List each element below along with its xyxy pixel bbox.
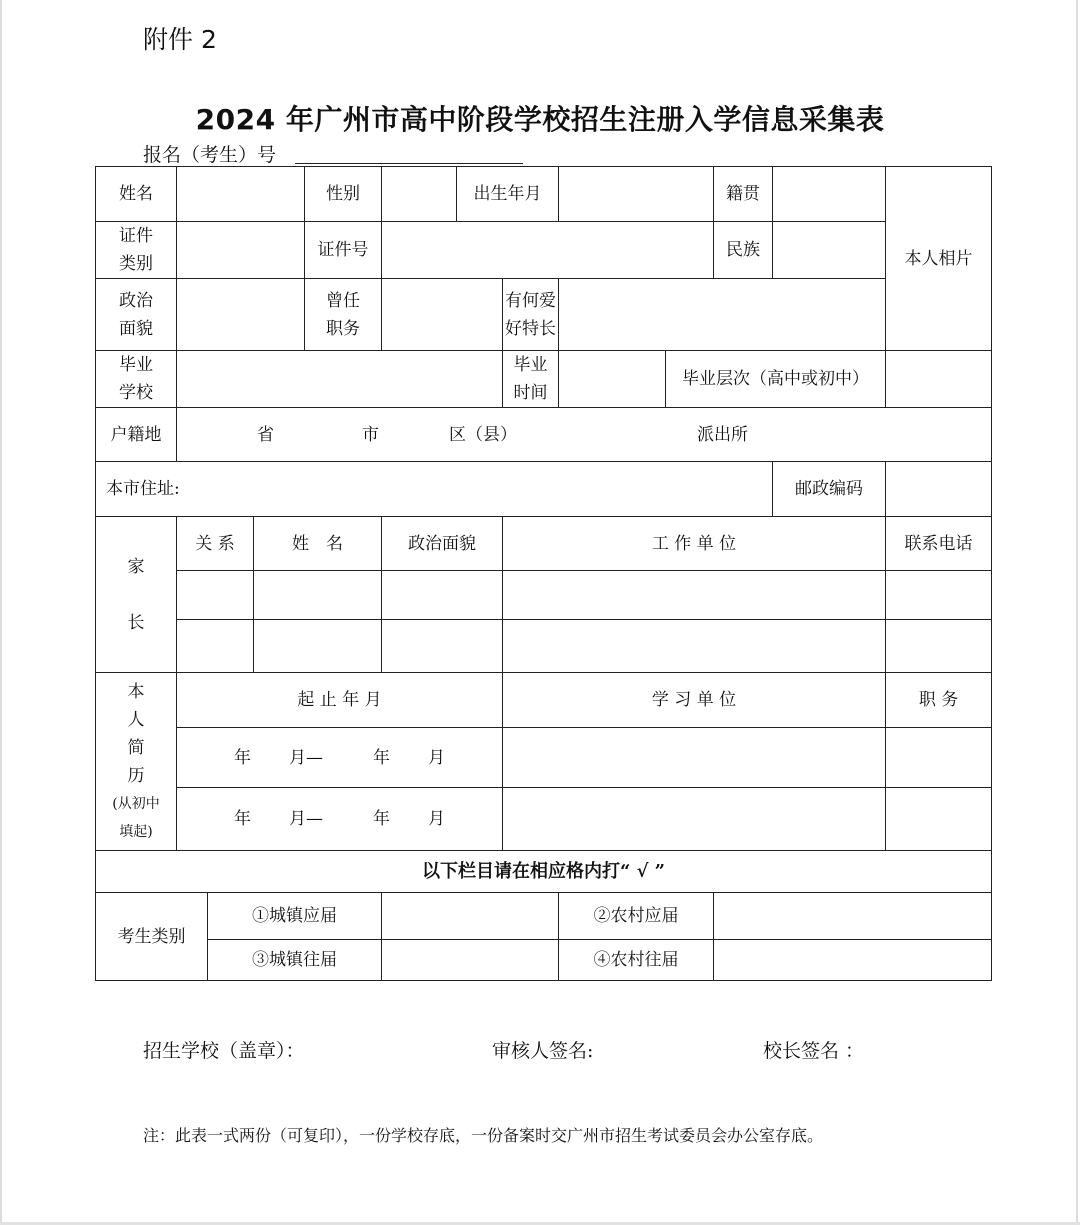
parent-work-unit-header: 工 作 单 位 <box>503 517 886 571</box>
category-option-3: ③城镇往届 <box>208 940 382 981</box>
parent-name-header: 姓 名 <box>254 517 382 571</box>
photo-box[interactable]: 本人相片 <box>886 167 992 351</box>
parent1-relation-field[interactable] <box>177 571 254 620</box>
native-place-field[interactable] <box>773 167 886 222</box>
resume-study-unit-field-2[interactable] <box>503 788 886 851</box>
hukou-label: 户籍地 <box>96 408 177 462</box>
grad-level-field[interactable] <box>886 351 992 408</box>
parent1-phone-field[interactable] <box>886 571 992 620</box>
reviewer-signature-label: 审核人签名: <box>492 1040 594 1062</box>
hukou-province: 省 <box>257 424 274 445</box>
grad-time-field[interactable] <box>559 351 666 408</box>
name-label: 姓名 <box>96 167 177 222</box>
hukou-police: 派出所 <box>697 424 748 445</box>
id-type-field[interactable] <box>177 222 305 279</box>
resume-period-header: 起 止 年 月 <box>177 673 503 728</box>
form-title: 2024 年广州市高中阶段学校招生注册入学信息采集表 <box>195 103 885 136</box>
registration-number-label: 报名（考生）号 <box>143 144 277 166</box>
resume-position-field-1[interactable] <box>886 728 992 788</box>
registration-number-line[interactable] <box>295 163 523 164</box>
address-label: 本市住址: <box>106 479 180 499</box>
parent1-work-unit-field[interactable] <box>503 571 886 620</box>
footnote: 注：此表一式两份（可复印），一份学校存底，一份备案时交广州市招生考试委员会办公室存底。 <box>143 1126 824 1145</box>
parent-relation-header: 关 系 <box>177 517 254 571</box>
parent1-name-field[interactable] <box>254 571 382 620</box>
postcode-field[interactable] <box>886 462 992 517</box>
page-left-edge <box>0 0 2 1225</box>
parent2-name-field[interactable] <box>254 620 382 673</box>
resume-position-field-2[interactable] <box>886 788 992 851</box>
parent-phone-header: 联系电话 <box>886 517 992 571</box>
ethnicity-field[interactable] <box>773 222 886 279</box>
resume-side-label: 本 人 简 历 (从初中 填起) <box>96 673 177 851</box>
address-field[interactable] <box>96 462 773 517</box>
category-option-2: ②农村应届 <box>559 893 714 940</box>
parent2-phone-field[interactable] <box>886 620 992 673</box>
grad-school-label: 毕业 学校 <box>96 351 177 408</box>
parent-political-header: 政治面貌 <box>382 517 503 571</box>
resume-period-field-1[interactable]: 年 月— 年 月 <box>177 728 503 788</box>
political-label: 政治 面貌 <box>96 279 177 351</box>
resume-position-header: 职 务 <box>886 673 992 728</box>
political-field[interactable] <box>177 279 305 351</box>
id-type-label: 证件 类别 <box>96 222 177 279</box>
gender-field[interactable] <box>382 167 457 222</box>
resume-study-unit-field-1[interactable] <box>503 728 886 788</box>
category-option-1: ①城镇应届 <box>208 893 382 940</box>
parents-side-label: 家 长 <box>96 517 177 673</box>
former-post-field[interactable] <box>382 279 503 351</box>
hukou-district: 区（县） <box>449 424 517 445</box>
category-option-4: ④农村往届 <box>559 940 714 981</box>
hukou-field[interactable] <box>177 408 992 462</box>
school-seal-label: 招生学校（盖章）： <box>143 1040 305 1062</box>
hobbies-field[interactable] <box>559 279 886 351</box>
registration-form-table <box>95 166 992 981</box>
resume-period-field-2[interactable]: 年 月— 年 月 <box>177 788 503 851</box>
id-number-label: 证件号 <box>305 222 382 279</box>
ethnicity-label: 民族 <box>714 222 773 279</box>
former-post-label: 曾任 职务 <box>305 279 382 351</box>
grad-school-field[interactable] <box>177 351 503 408</box>
hobbies-label: 有何爱 好特长 <box>503 279 559 351</box>
grad-time-label: 毕业 时间 <box>503 351 559 408</box>
birth-label: 出生年月 <box>457 167 559 222</box>
parent2-political-field[interactable] <box>382 620 503 673</box>
hukou-city: 市 <box>362 424 379 445</box>
parent2-relation-field[interactable] <box>177 620 254 673</box>
category-check-2[interactable] <box>714 893 992 940</box>
resume-study-unit-header: 学 习 单 位 <box>503 673 886 728</box>
check-instruction: 以下栏目请在相应格内打“ √ ” <box>96 851 992 893</box>
name-field[interactable] <box>177 167 305 222</box>
birth-field[interactable] <box>559 167 714 222</box>
grad-level-label: 毕业层次（高中或初中） <box>666 351 886 408</box>
attachment-label: 附件 2 <box>143 25 217 54</box>
category-label: 考生类别 <box>96 893 208 981</box>
page-right-edge <box>1076 0 1078 1225</box>
postcode-label: 邮政编码 <box>773 462 886 517</box>
category-check-3[interactable] <box>382 940 559 981</box>
parent2-work-unit-field[interactable] <box>503 620 886 673</box>
gender-label: 性别 <box>305 167 382 222</box>
category-check-1[interactable] <box>382 893 559 940</box>
id-number-field[interactable] <box>382 222 714 279</box>
principal-signature-label: 校长签名 ： <box>763 1040 865 1062</box>
native-place-label: 籍贯 <box>714 167 773 222</box>
parent1-political-field[interactable] <box>382 571 503 620</box>
category-check-4[interactable] <box>714 940 992 981</box>
